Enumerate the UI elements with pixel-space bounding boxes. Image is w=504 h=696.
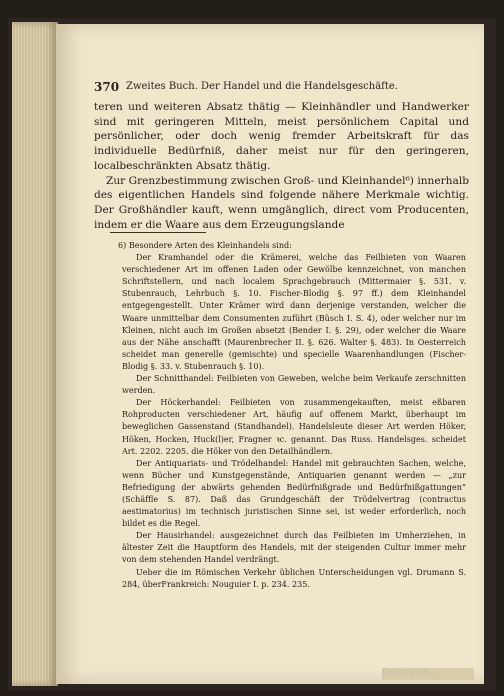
page-edges bbox=[12, 22, 58, 686]
footnote-paragraph: Der Hausirhandel: ausgezeichnet durch das Feilbieten im Umherziehen, in ältester Zeit die Hauptform des Handels, mit der steigenden Cultur immer mehr von dem stehenden Handel verdrängt. bbox=[122, 531, 466, 565]
running-title: Zweites Buch. Der Handel und die Handelsgeschäfte. bbox=[126, 81, 398, 92]
footnote-heading: 6) Besondere Arten des Kleinhandels sind: bbox=[118, 241, 292, 250]
footnote-rule bbox=[110, 232, 206, 233]
body-paragraph: teren und weiteren Absatz thätig — Kleinhändler und Handwerker sind mit geringeren Mitteln, meist persönlichem Capital und persönlicher, oder doch wenig fremder Arbeitskraft für das individuelle Bedürfniß, daher meist nur für den geringeren, localbeschränkten Absatz thätig. bbox=[94, 101, 469, 172]
body-paragraph: Zur Grenzbestimmung zwischen Groß- und Kleinhandel⁶) innerhalb des eigentlichen Handels sind folgende nähere Merkmale wichtig. Der Großhändler kauft, wenn umgänglich, direct vom Producenten, indem er die Waare aus dem Erzeugungslande bbox=[94, 174, 469, 231]
adjacent-page-text: Österreich... bbox=[382, 668, 474, 680]
main-text bbox=[94, 100, 469, 232]
page-header bbox=[94, 80, 469, 98]
footnotes bbox=[118, 240, 466, 591]
footnote-paragraph: Der Höckerhandel: Feilbieten von zusammengekauften, meist eßbaren Rohproducten verschiedener Art, häufig auf offenem Markt, überhaupt im beweglichen Gassenstand (Standhandel). Handelsleute dieser Art werden Höker, Höken, Hocken, Huck(l)er, Fragner ꝛc. genannt. Das Russ. Handelsges. scheidet Art. 2202. 2205. die Höker von den Detailhändlern. bbox=[122, 398, 466, 456]
page-number: 370 bbox=[94, 80, 120, 94]
footnote-paragraph: Der Antiquariats- und Trödelhandel: Handel mit gebrauchten Sachen, welche, wenn Bücher und Kunstgegenstände, Antiquarien genannt werden — „zur Befriedigung der abwärts gehenden Bedürfnißgrade und Bedürfnißgattungen“ (Schäffle S. 87). Daß das Grundgeschäft der Trödelvertrag (contractus aestimatorius) im technisch juristischen Sinne sei, ist weder erforderlich, noch bildet es die Regel. bbox=[122, 458, 466, 529]
footnote-paragraph: Ueber die im Römischen Verkehr üblichen Unterscheidungen vgl. Drumann S. 284, überFrankreich: Nouguier I. p. 234. 235. bbox=[122, 567, 466, 589]
footnote-paragraph: Der Schnitthandel: Feilbieten von Geweben, welche beim Verkaufe zerschnitten werden. bbox=[122, 374, 466, 396]
footnote-paragraph: Der Kramhandel oder die Krämerei, welche das Feilbieten von Waaren verschiedener Art im offenen Laden oder Gewölbe kennzeichnet, von manchen Schriftstellern, und nach localem Sprachgebrauch (Mittermaier §. 531. v. Stubenrauch, Lehrbuch §. 10. Fischer-Blodig §. 97 ff.) dem Kleinhandel entgegengestellt. Unter Krämer wird dann derjenige verstanden, welcher die Waare unmittelbar dem Consumenten zuführt (Büsch I. S. 4), oder welcher nur im Kleinen, nicht auch im Großen absetzt (Bender I. §. 29), oder welcher die Waare aus der Nähe anschafft (Maurenbrecher II. §. 626. Walter §. 483). In Oesterreich scheidet man generelle (gemischte) und specielle Waarenhandlungen (Fischer-Blodig §. 33. v. Stubenrauch §. 10). bbox=[122, 253, 466, 371]
